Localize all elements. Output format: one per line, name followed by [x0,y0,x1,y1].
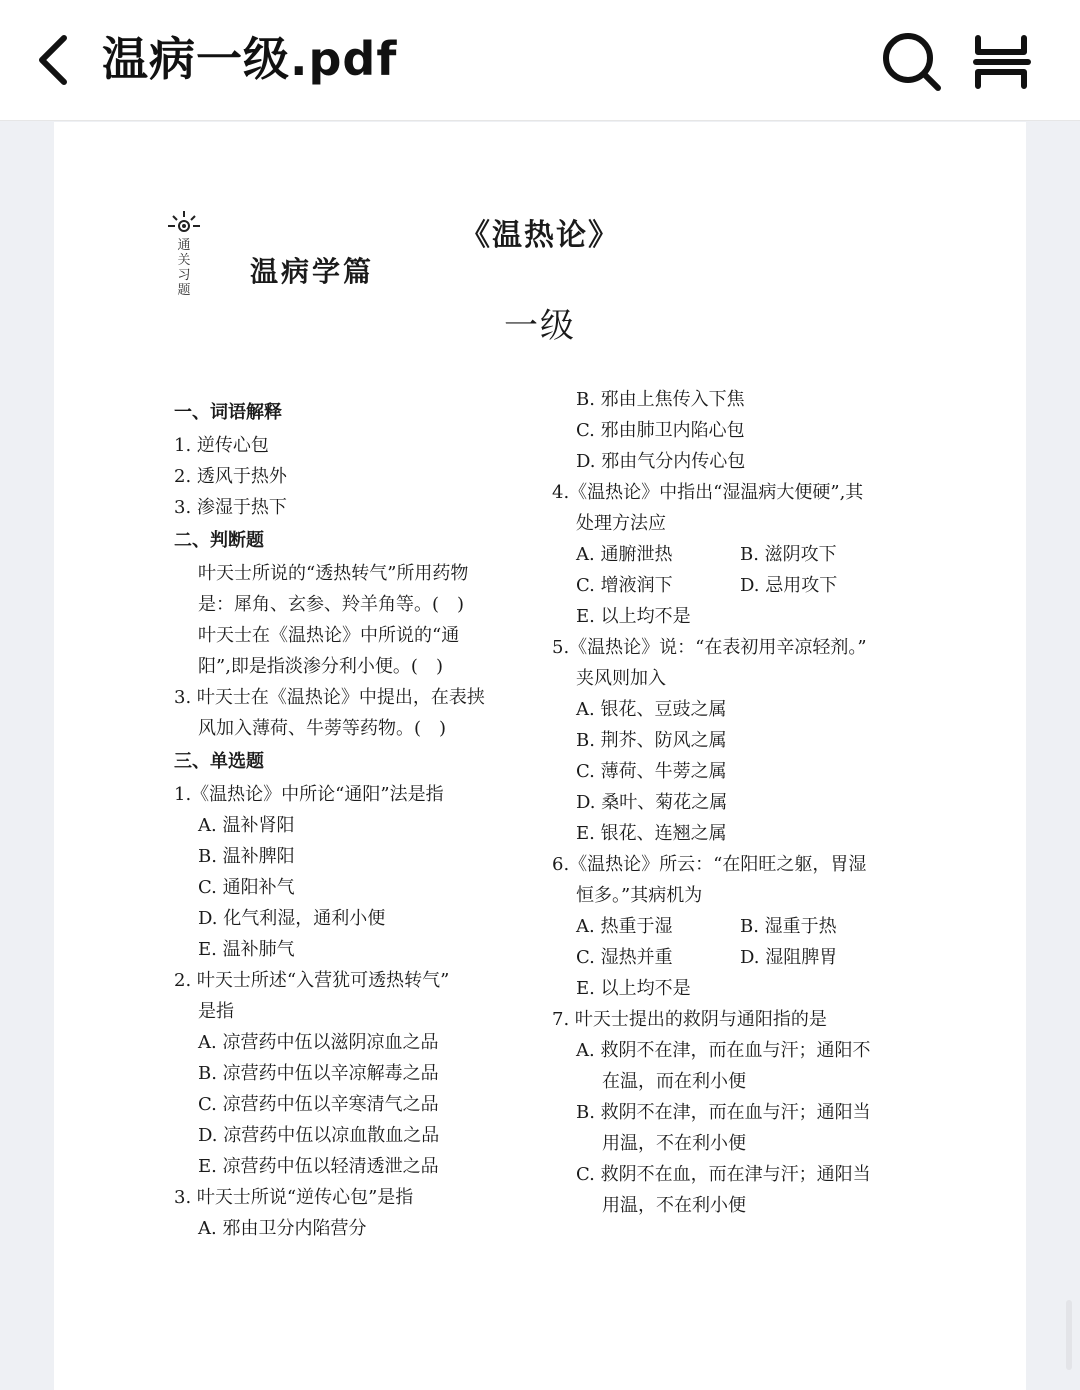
option-row [552,942,904,973]
option: A. 救阴不在津，而在血与汗；通阳不 [576,1040,871,1061]
question-stem: 是指 [198,1001,234,1022]
option: E. 温补肺气 [198,939,295,960]
option: C. 增液润下 [576,575,673,596]
question-text: 阳”,即是指淡渗分利小便。( ) [198,656,443,677]
chevron-left-icon [32,34,76,86]
question-stem: 恒多。”其病机为 [576,885,703,906]
option: E. 以上均不是 [576,606,691,627]
question-text: 叶天士所说的“透热转气”所用药物 [198,563,469,584]
list-item: 2. 透风于热外 [174,466,287,487]
option: A. 邪由卫分内陷营分 [198,1218,367,1239]
question-text: 3. 叶天士在《温热论》中提出，在表挟 [174,687,485,708]
option: E. 凉营药中伍以轻清透泄之品 [198,1156,439,1177]
option: 用温，不在利小便 [602,1133,746,1154]
option: C. 薄荷、牛蒡之属 [576,761,727,782]
search-button[interactable] [880,30,944,94]
question-stem: 2. 叶天士所述“入营犹可透热转气” [174,970,450,991]
question-text: 风加入薄荷、牛蒡等药物。( ) [198,718,447,739]
option: B. 温补脾阳 [198,846,295,867]
option: C. 通阳补气 [198,877,295,898]
section-heading: 三、单选题 [174,751,264,772]
left-column [174,395,524,1244]
option: E. 银花、连翘之属 [576,823,727,844]
option-row [552,911,904,942]
option: A. 银花、豆豉之属 [576,699,727,720]
list-item: 3. 渗湿于热下 [174,497,287,518]
option: B. 滋阴攻下 [740,544,837,565]
option: D. 忌用攻下 [740,575,838,596]
option: D. 桑叶、菊花之属 [576,792,728,813]
section-heading: 一、词语解释 [174,402,282,423]
question-text: 是：犀角、玄参、羚羊角等。( ) [198,594,465,615]
option: C. 湿热并重 [576,947,673,968]
option: A. 热重于湿 [576,916,673,937]
option: E. 以上均不是 [576,978,691,999]
option: 用温，不在利小便 [602,1195,746,1216]
question-stem: 4.《温热论》中指出“湿温病大便硬”,其 [552,482,864,503]
option: D. 邪由气分内传心包 [576,451,746,472]
section-heading: 二、判断题 [174,530,264,551]
option: B. 救阴不在津，而在血与汗；通阳当 [576,1102,871,1123]
option: C. 救阴不在血，而在津与汗；通阳当 [576,1164,871,1185]
side-label: 通关习题 [177,238,191,298]
search-icon [880,30,944,94]
question-stem: 3. 叶天士所说“逆传心包”是指 [174,1187,414,1208]
layout-toggle-button[interactable] [970,32,1034,92]
question-text: 叶天士在《温热论》中所说的“通 [198,625,460,646]
option: A. 凉营药中伍以滋阴凉血之品 [198,1032,439,1053]
layout-toggle-icon [970,32,1034,92]
level-title: 一级 [504,306,576,346]
question-stem: 1.《温热论》中所论“通阳”法是指 [174,784,444,805]
option-row [552,570,904,601]
scrollbar[interactable] [1066,1300,1072,1370]
question-stem: 处理方法应 [576,513,666,534]
option: C. 凉营药中伍以辛寒清气之品 [198,1094,439,1115]
option: B. 凉营药中伍以辛凉解毒之品 [198,1063,439,1084]
chapter-title: 温病学篇 [250,255,375,288]
option: B. 邪由上焦传入下焦 [576,389,745,410]
option: A. 通腑泄热 [576,544,673,565]
option: 在温，而在利小便 [602,1071,746,1092]
list-item: 1. 逆传心包 [174,435,269,456]
option: C. 邪由肺卫内陷心包 [576,420,745,441]
option: D. 湿阻脾胃 [740,947,838,968]
option: B. 荆芥、防风之属 [576,730,727,751]
back-button[interactable] [32,34,76,86]
option: B. 湿重于热 [740,916,837,937]
option: D. 化气利湿，通利小便 [198,908,386,929]
book-title: 《温热论》 [460,218,620,253]
option: D. 凉营药中伍以凉血散血之品 [198,1125,440,1146]
file-title: 温病一级.pdf [102,32,398,86]
option-row [552,539,904,570]
question-stem: 6.《温热论》所云：“在阳旺之躯，胃湿 [552,854,867,875]
question-stem: 7. 叶天士提出的救阴与通阳指的是 [552,1009,827,1030]
question-stem: 夹风则加入 [576,668,666,689]
right-column [552,384,904,1221]
question-stem: 5.《温热论》说：“在表初用辛凉轻剂。” [552,637,867,658]
option: A. 温补肾阳 [198,815,295,836]
top-bar [0,0,1080,121]
